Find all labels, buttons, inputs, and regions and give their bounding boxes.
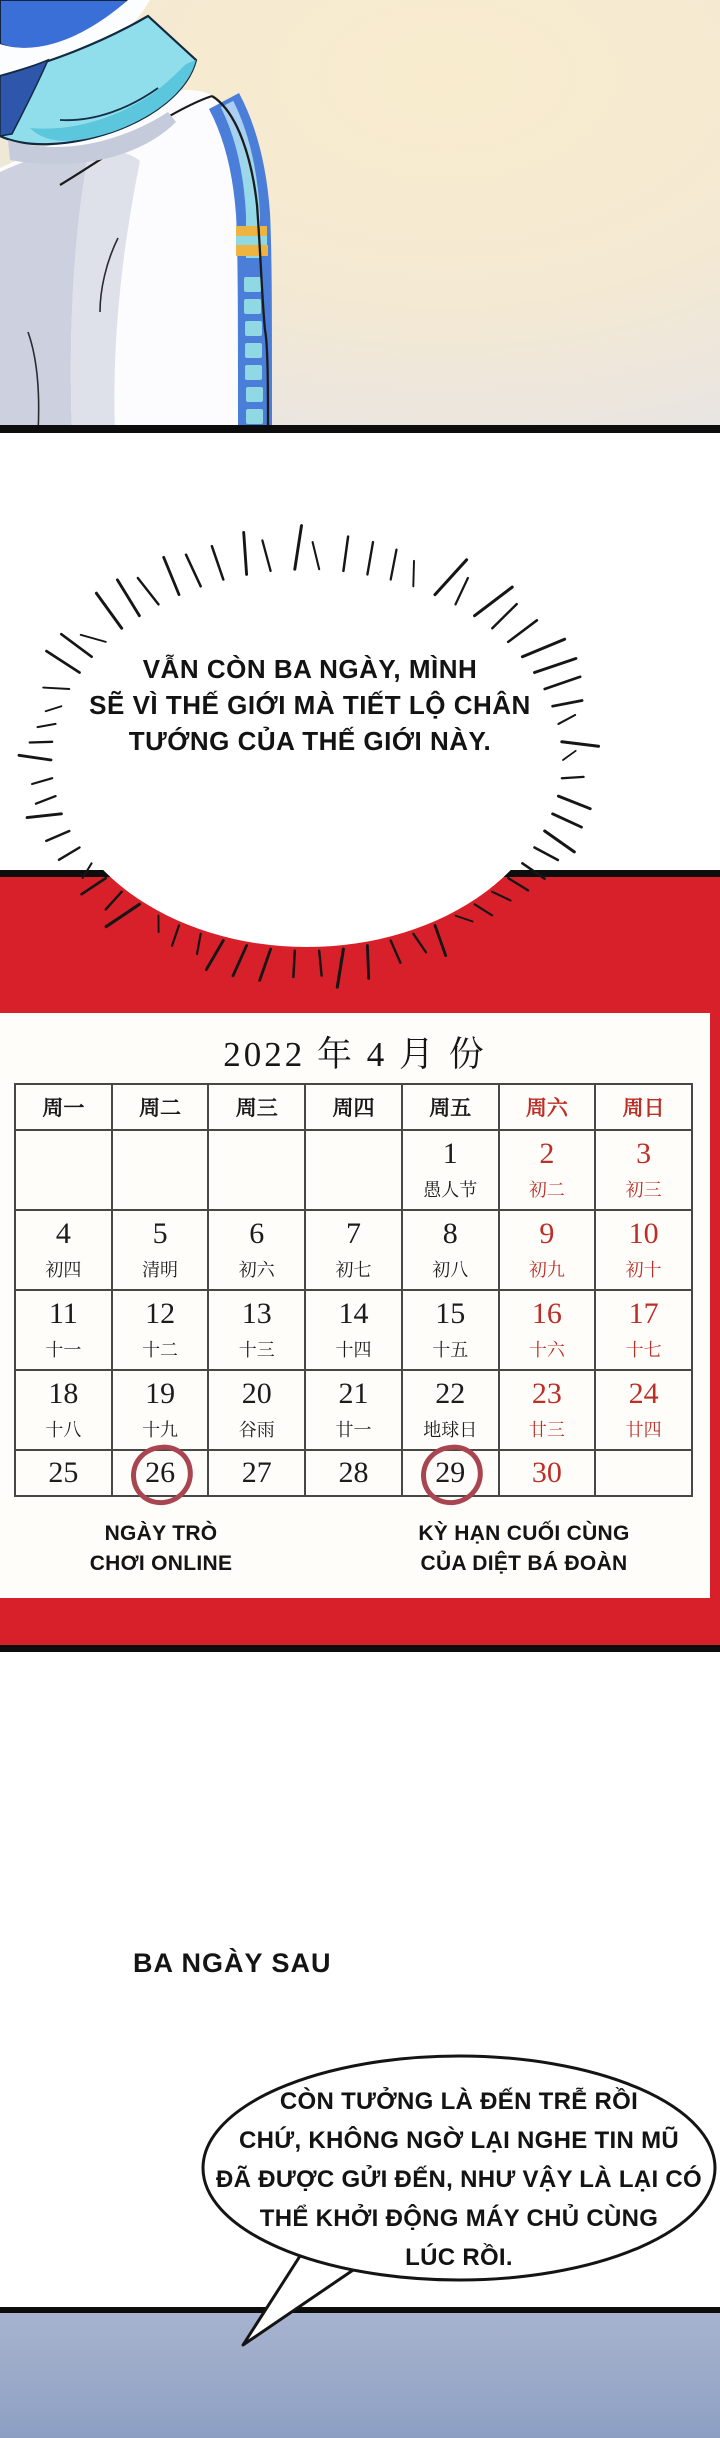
calendar-cell-30 [500,1451,597,1497]
date-number: 14 [338,1296,369,1330]
spike-line [295,526,302,570]
date-number: 4 [55,1216,71,1250]
top-artwork-panel [0,0,720,433]
calendar-annotation-deadline [418,1519,629,1579]
calendar-cell-empty [306,1131,403,1211]
annotation-line: NGÀY TRÒ [104,1522,218,1545]
annotation-line: KỲ HẠN CUỐI CÙNG [418,1522,630,1545]
bubble2-text [180,2082,720,2277]
calendar-cell-12 [113,1291,210,1371]
spike-line [508,878,528,890]
calendar-cell-16 [500,1291,597,1371]
spike-line [164,557,179,594]
calendar-weekday-7: 周日 [596,1085,693,1131]
spike-line [206,941,223,970]
lunar-label: 初九 [528,1259,565,1280]
spike-line [106,892,122,910]
calendar-cell-22 [403,1371,500,1451]
date-number: 28 [338,1456,369,1489]
lunar-label: 十七 [625,1339,662,1360]
spike-line [117,580,139,616]
bubble2-line: CHỨ, KHÔNG NGỜ LẠI NGHE TIN MŨ [238,2127,680,2154]
calendar-cell-6 [209,1211,306,1291]
lunar-label: 廿一 [335,1419,372,1440]
spike-line [522,863,544,878]
annotation-line: CỦA DIỆT BÁ ĐOÀN [420,1552,628,1575]
lunar-label: 初十 [625,1259,662,1280]
calendar-cell-2 [500,1131,597,1211]
spike-line [337,949,343,987]
date-number: 13 [241,1296,272,1330]
lunar-label: 十四 [335,1339,372,1360]
calendar-cell-10 [596,1211,693,1291]
calendar-weekday-4: 周四 [306,1085,403,1131]
spike-line [27,814,61,818]
lunar-label: 十五 [432,1339,469,1360]
spike-line [138,578,159,604]
spike-line [293,951,294,977]
calendar-cell-7 [306,1211,403,1291]
calendar-title: 2022 年 4 月 份 [223,1035,487,1074]
calendar-cell-19 [113,1371,210,1451]
calendar-cell-5 [113,1211,210,1291]
lunar-label: 初四 [45,1259,82,1280]
bubble1-line: SẼ VÌ THẾ GIỚI MÀ TIẾT LỘ CHÂN [89,690,531,720]
lunar-label: 初三 [625,1179,662,1200]
date-number: 7 [345,1216,361,1250]
lunar-label: 地球日 [423,1419,478,1440]
date-number: 23 [531,1376,562,1410]
spike-line [32,778,52,784]
date-number: 24 [628,1376,659,1410]
calendar-cell-1 [403,1131,500,1211]
spike-line [106,904,139,926]
bubble1-line: VẪN CÒN BA NGÀY, MÌNH [142,654,478,684]
date-number: 9 [539,1216,555,1250]
date-number: 16 [531,1296,562,1330]
time-caption [133,1948,332,1979]
calendar-annotation-online-game-day [90,1519,233,1579]
lunar-label: 初二 [528,1179,565,1200]
date-number: 29 [435,1456,466,1489]
date-number: 27 [241,1456,272,1489]
spike-line [197,934,201,954]
calendar-cell-8 [403,1211,500,1291]
date-number: 12 [145,1296,176,1330]
spike-line [456,578,468,604]
calendar-weekday-6: 周六 [500,1085,597,1131]
lunar-label: 初八 [432,1259,469,1280]
spike-line [435,925,446,955]
spike-line [36,796,56,804]
calendar-cell-3 [596,1131,693,1211]
calendar-cell-empty [596,1451,693,1497]
calendar-cell-21 [306,1371,403,1451]
spike-line [81,635,106,642]
spike-line [413,561,414,586]
spike-line [319,951,321,976]
calendar-grid [14,1083,693,1497]
spike-line [492,892,510,901]
spike-line [558,796,590,809]
annotation-line: CHƠI ONLINE [89,1552,233,1575]
calendar-cell-17 [596,1291,693,1371]
spike-line [475,904,493,915]
calendar-cell-20 [209,1371,306,1451]
spike-line [262,541,270,571]
lunar-label: 十八 [45,1419,82,1440]
spike-line [391,941,401,963]
spike-line [492,604,516,628]
calendar-cell-empty [209,1131,306,1211]
bubble2-line: THỂ KHỞI ĐỘNG MÁY CHỦ CÙNG [259,2205,659,2232]
calendar-cell-9 [500,1211,597,1291]
date-number: 25 [48,1456,79,1489]
calendar-weekday-5: 周五 [403,1085,500,1131]
lunar-label: 谷雨 [238,1419,275,1440]
calendar-cell-18 [16,1371,113,1451]
spike-line [212,546,223,579]
calendar-cell-28 [306,1451,403,1497]
spike-line [545,831,575,852]
date-number: 10 [628,1216,659,1250]
spike-line [343,537,348,571]
calendar-sheet [0,1013,710,1598]
lunar-label: 初六 [238,1259,275,1280]
calendar-cell-4 [16,1211,113,1291]
calendar-cell-15 [403,1291,500,1371]
calendar-weekday-3: 周三 [209,1085,306,1131]
calendar-cell-27 [209,1451,306,1497]
date-number: 17 [628,1296,659,1330]
date-number: 1 [442,1136,458,1170]
calendar-cell-14 [306,1291,403,1371]
spike-line [30,742,53,743]
calendar-cell-25 [16,1451,113,1497]
time-caption-text: BA NGÀY SAU [133,1948,332,1978]
date-number: 30 [531,1456,562,1489]
calendar-cell-13 [209,1291,306,1371]
lunar-label: 十六 [528,1339,565,1360]
date-number: 8 [442,1216,458,1250]
lunar-label: 十二 [142,1339,179,1360]
calendar-cell-23 [500,1371,597,1451]
date-number: 3 [636,1136,652,1170]
date-number: 5 [152,1216,168,1250]
spike-line [83,863,92,878]
calendar-cell-11 [16,1291,113,1371]
lunar-label: 愚人节 [423,1179,478,1200]
lunar-label: 初七 [335,1259,372,1280]
lunar-label: 清明 [142,1259,179,1280]
lunar-label: 十一 [45,1339,82,1360]
date-number: 26 [145,1456,176,1489]
date-number: 2 [539,1136,555,1170]
date-number: 11 [48,1296,78,1330]
spike-line [367,946,368,979]
calendar-cell-24 [596,1371,693,1451]
date-number: 15 [435,1296,466,1330]
bubble2-line: ĐÃ ĐƯỢC GỬI ĐẾN, NHƯ VẬY LÀ LẠI CÓ [216,2166,702,2193]
date-number: 22 [435,1376,466,1410]
date-number: 20 [241,1376,272,1410]
spike-line [313,542,320,569]
lunar-label: 十三 [238,1339,275,1360]
spike-line [475,587,513,616]
date-number: 21 [338,1376,369,1410]
calendar-weekday-1: 周一 [16,1085,113,1131]
spike-line [391,550,397,580]
spike-line [59,848,80,860]
lunar-label: 十九 [142,1419,179,1440]
spike-line [413,934,426,953]
spike-line [96,593,121,628]
date-number: 6 [249,1216,265,1250]
spike-line [260,949,271,980]
spike-line [172,925,179,945]
spike-line [233,946,247,976]
spike-line [46,831,69,841]
spike-line [19,755,51,760]
lunar-label: 廿四 [625,1419,662,1440]
date-number: 19 [145,1376,176,1410]
spike-line [508,620,537,642]
calendar-cell-empty [113,1131,210,1211]
bubble1-text [50,651,570,759]
bubble2-line: LÚC RỒI. [405,2244,513,2271]
panel-border [0,425,720,433]
lunar-label: 廿三 [528,1419,565,1440]
spike-line [553,814,582,827]
calendar-cell-empty [16,1131,113,1211]
calendar-weekday-2: 周二 [113,1085,210,1131]
bubble1-line: TƯỚNG CỦA THẾ GIỚI NÀY. [128,726,492,756]
spike-line [186,555,201,587]
spike-line [456,916,473,922]
spike-line [562,777,584,778]
spike-line [535,848,558,861]
bubble-body [55,573,559,947]
spike-line [244,532,247,574]
bubble2-line: CÒN TƯỞNG LÀ ĐẾN TRỄ RỒI [279,2088,639,2115]
spike-line [82,878,106,894]
spike-line [367,542,373,574]
date-number: 18 [48,1376,79,1410]
